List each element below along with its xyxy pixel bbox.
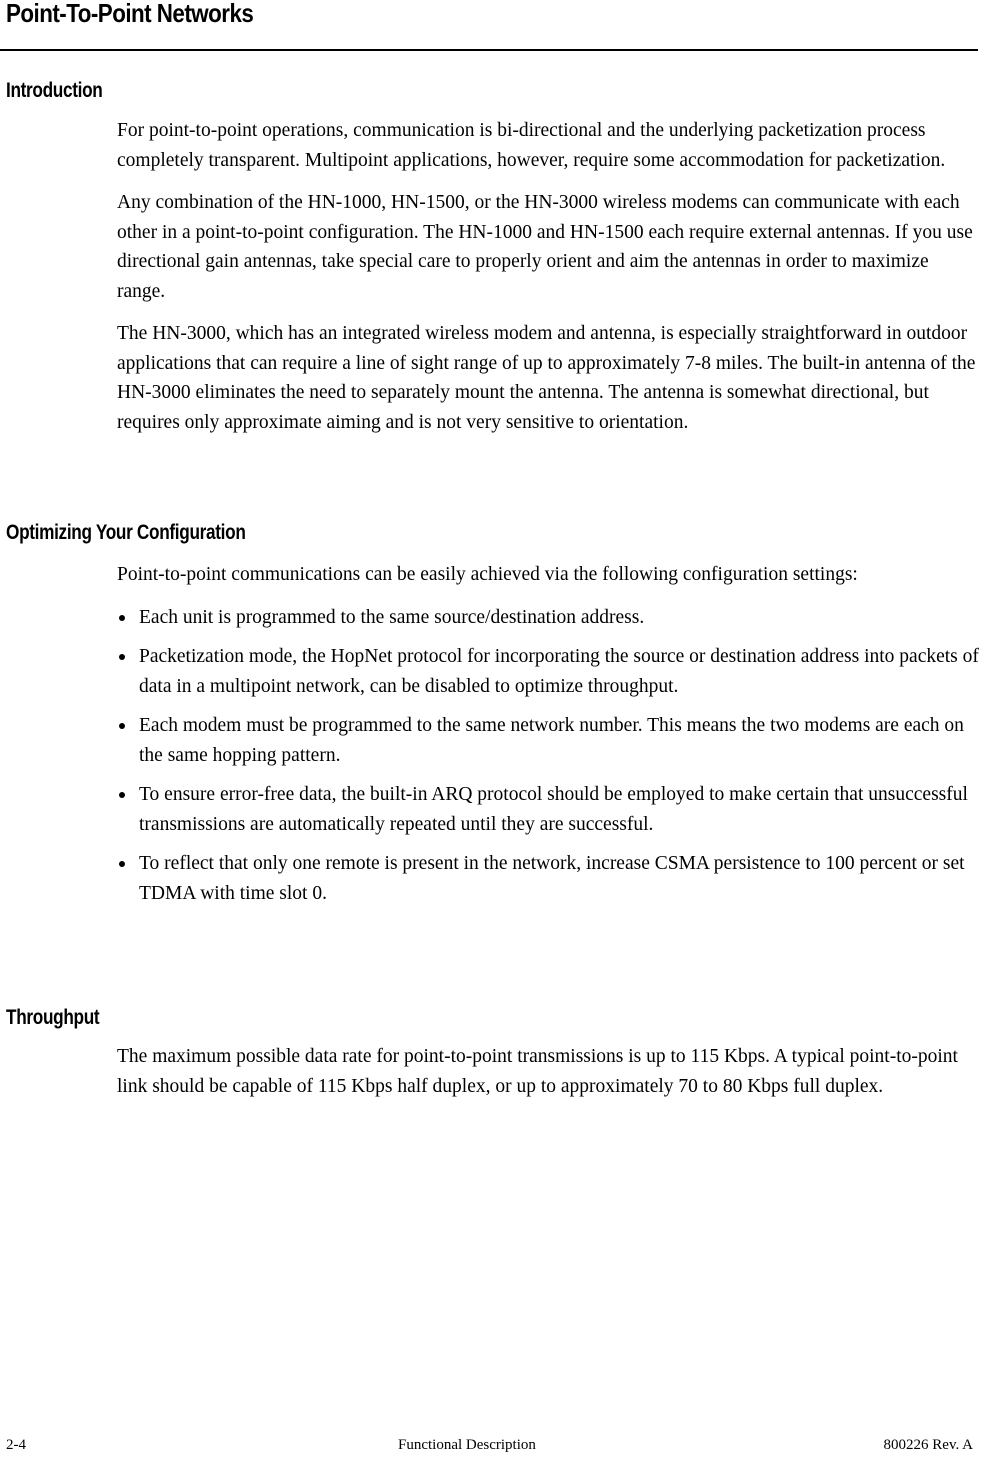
title-divider (0, 49, 978, 51)
section-heading-throughput: Throughput (6, 1006, 100, 1029)
optimizing-intro: Point-to-point communications can be easily achieved via the following configuration settings: (117, 564, 858, 585)
section-body-introduction (117, 116, 979, 450)
footer-chapter: Functional Description (398, 1437, 536, 1453)
list-item (117, 780, 979, 839)
list-item-text: To ensure error-free data, the built-in ARQ protocol should be employed to make certain that unsuccessful transmissions are automatically repeated until they are successful. (139, 784, 968, 835)
throughput-paragraph: The maximum possible data rate for point-to-point transmissions is up to 115 Kbps. A typical point-to-point link should be capable of 115 Kbps half duplex, or up to approximately 70 to 80 Kbps full duplex. (117, 1046, 958, 1097)
list-item (117, 849, 979, 908)
list-item (117, 642, 979, 701)
bullet-icon (119, 861, 125, 867)
bullet-icon (119, 723, 125, 729)
section-body-optimizing (117, 560, 979, 918)
intro-paragraph-3: The HN-3000, which has an integrated wireless modem and antenna, is especially straightforward in outdoor applications that can require a line of sight range of up to approximately 7-8 miles. The built-in antenna of the HN-3000 eliminates the need to separately mount the antenna. The antenna is somewhat directional, but requires only approximate aiming and is not very sensitive to orientation. (117, 323, 976, 433)
list-item-text: Each modem must be programmed to the same network number. This means the two modems are each on the same hopping pattern. (139, 715, 964, 766)
bullet-icon (119, 654, 125, 660)
bullet-icon (119, 615, 125, 621)
footer-doc-id: 800226 Rev. A (883, 1437, 973, 1453)
section-heading-introduction: Introduction (6, 79, 103, 102)
configuration-list (117, 603, 979, 909)
page-title: Point-To-Point Networks (6, 0, 254, 28)
list-item (117, 711, 979, 770)
list-item-text: Packetization mode, the HopNet protocol for incorporating the source or destination address into packets of data in a multipoint network, can be disabled to optimize throughput. (139, 646, 979, 697)
section-body-throughput (117, 1042, 979, 1114)
list-item-text: Each unit is programmed to the same source/destination address. (139, 606, 645, 628)
intro-paragraph-2: Any combination of the HN-1000, HN-1500, or the HN-3000 wireless modems can communicate with each other in a point-to-point configuration. The HN-1000 and HN-1500 each require external antennas. If you use directional gain antennas, take special care to properly orient and aim the antennas in order to maximize range. (117, 192, 973, 302)
intro-paragraph-1: For point-to-point operations, communication is bi-directional and the underlying packetization process completely transparent. Multipoint applications, however, require some accommodation for packetization. (117, 120, 946, 171)
section-heading-optimizing: Optimizing Your Configuration (6, 521, 246, 544)
list-item (117, 603, 979, 633)
list-item-text: To reflect that only one remote is present in the network, increase CSMA persistence to 100 percent or set TDMA with time slot 0. (139, 853, 965, 904)
bullet-icon (119, 792, 125, 798)
footer-page-number: 2-4 (6, 1437, 26, 1453)
